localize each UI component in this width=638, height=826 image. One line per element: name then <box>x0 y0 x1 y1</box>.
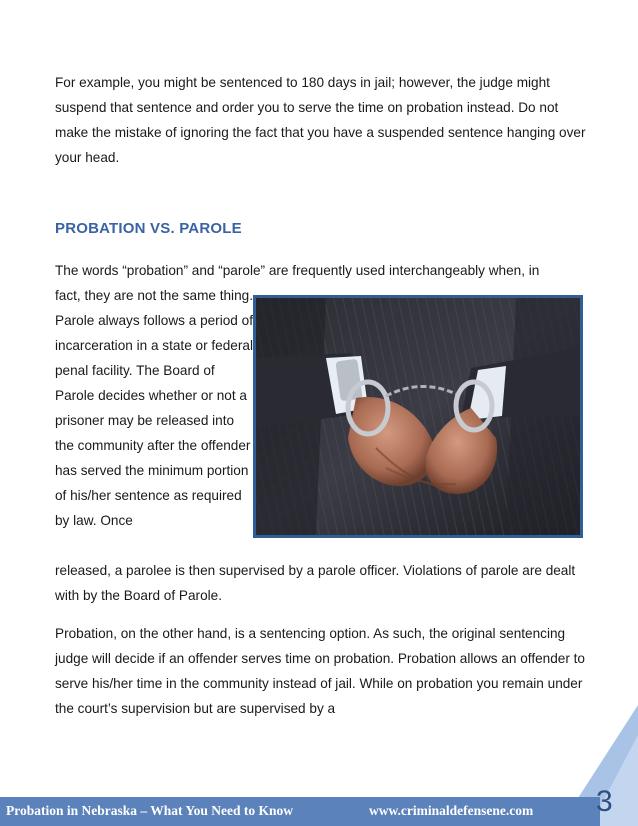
body-paragraph-suspended-sentence: For example, you might be sentenced to 180 days in jail; however, the judge might suspend that sentence and order you to serve the time on probation instead. Do not make the mistake of ignoring the fact that you have a suspended sentence hanging over your head. <box>55 75 586 165</box>
page-number: 3 <box>596 785 613 818</box>
body-paragraph-parole-end: released, a parolee is then supervised by a parole officer. Violations of parole are dealt with by the Board of Parole. <box>55 563 576 603</box>
body-paragraph-probation: Probation, on the other hand, is a sentencing option. As such, the original sentencing judge will decide if an offender serves time on probation. Probation allows an offender to serve his/her time in the community instead of jail. While on probation you remain under the court’s supervision but are supervised by a <box>55 626 585 716</box>
footer-title: Probation in Nebraska – What You Need to Know <box>6 803 294 818</box>
section-heading: PROBATION VS. PAROLE <box>55 220 242 237</box>
body-paragraph-parole-wrap: fact, they are not the same thing. Parole always follows a period of incarceration in a state or federal penal facility. The Board of Parole decides whether or not a prisoner may be released into the community after the offender has served the minimum portion of his/her sentence as required by law. Once <box>55 288 253 528</box>
footer-website: www.criminaldefensene.com <box>369 803 534 818</box>
body-paragraph-parole-line1: The words “probation” and “parole” are frequently used interchangeably when, in <box>55 263 540 278</box>
